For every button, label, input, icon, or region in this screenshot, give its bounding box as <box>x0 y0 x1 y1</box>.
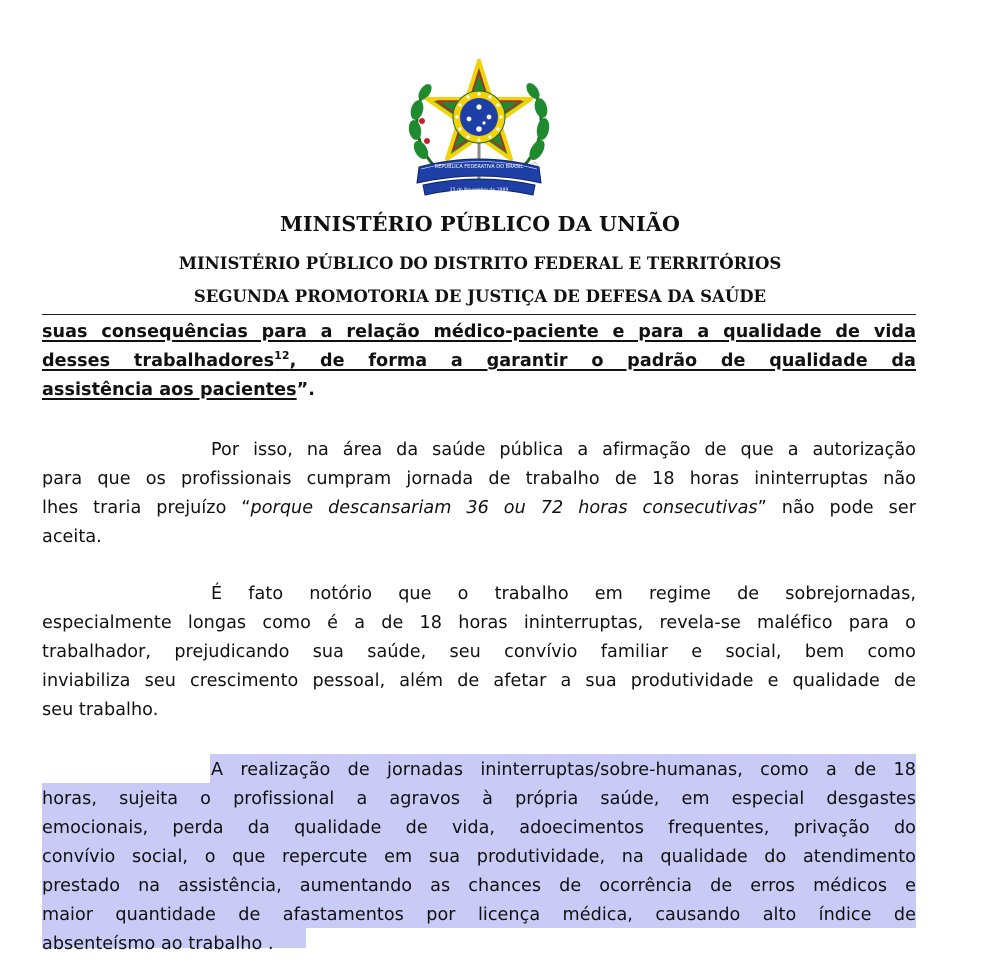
paragraph-line <box>42 814 916 843</box>
paragraph-line <box>42 318 916 347</box>
footnote-ref[interactable]: 12 <box>274 349 290 362</box>
paragraph-line <box>42 347 916 376</box>
text-run: , de forma a garantir o padrão de qualidade da <box>289 351 916 371</box>
header-line-2: MINISTÉRIO PÚBLICO DO DISTRITO FEDERAL E TERRITÓRIOS <box>178 254 782 273</box>
text-run: emocionais, perda da qualidade de vida, adoecimentos frequentes, privação do <box>42 818 916 838</box>
text-run: desses trabalhadores <box>42 351 275 371</box>
tobacco-branch-right <box>513 81 551 175</box>
text-run: horas, sujeita o profissional a agravos à própria saúde, em especial desgastes <box>42 789 916 809</box>
paragraph-line <box>42 465 916 494</box>
paragraph-line <box>42 436 916 465</box>
header-divider <box>42 314 916 315</box>
paragraph-line <box>42 376 916 405</box>
paragraph-line <box>42 872 916 901</box>
paragraph-continuation <box>42 318 916 405</box>
header-line-3: SEGUNDA PROMOTORIA DE JUSTIÇA DE DEFESA DA SAÚDE <box>193 287 767 306</box>
paragraph-1 <box>42 436 916 552</box>
text-run: seu trabalho. <box>42 700 159 720</box>
coat-of-arms-emblem <box>405 55 553 197</box>
text-run: A realização de jornadas ininterruptas/sobre-humanas, como a de 18 <box>211 760 916 780</box>
paragraph-line <box>42 756 916 785</box>
text-run: É fato notório que o trabalho em regime de sobrejornadas, <box>211 584 916 604</box>
coffee-branch-left <box>407 82 445 175</box>
ribbon-date-text: 15 de Novembro de 1889 <box>449 188 509 193</box>
text-run: lhes traria prejuízo “ <box>42 498 251 518</box>
text-run: trabalhador, prejudicando sua saúde, seu convívio familiar e social, bem como <box>42 642 916 662</box>
paragraph-line <box>42 930 916 959</box>
header-line-1: MINISTÉRIO PÚBLICO DA UNIÃO <box>279 212 681 236</box>
paragraph-line <box>42 494 916 523</box>
paragraph-line <box>42 523 916 552</box>
text-run: para que os profissionais cumpram jornada de trabalho de 18 horas ininterruptas não <box>42 469 916 489</box>
paragraph-2 <box>42 580 916 725</box>
text-run: prestado na assistência, aumentando as chances de ocorrência de erros médicos e <box>42 876 916 896</box>
text-run: absenteísmo ao trabalho . <box>42 934 274 954</box>
paragraph-line <box>42 785 916 814</box>
text-run: inviabiliza seu crescimento pessoal, além de afetar a sua produtividade e qualidade de <box>42 671 916 691</box>
text-run: Por isso, na área da saúde pública a afirmação de que a autorização <box>211 440 916 460</box>
text-run: ” não pode ser <box>757 498 916 518</box>
text-run: especialmente longas como é a de 18 horas ininterruptas, revela-se maléfico para o <box>42 613 916 633</box>
text-run: ”. <box>296 380 316 400</box>
paragraph-line <box>42 609 916 638</box>
text-run: porque descansariam 36 ou 72 horas consecutivas <box>250 498 758 518</box>
text-run: maior quantidade de afastamentos por licença médica, causando alto índice de <box>42 905 916 925</box>
text-run: suas consequências para a relação médico-paciente e para a qualidade de vida <box>42 322 916 342</box>
paragraph-line <box>42 901 916 930</box>
text-run: assistência aos pacientes <box>42 380 297 400</box>
paragraph-3-selected[interactable] <box>42 756 916 959</box>
paragraph-line <box>42 667 916 696</box>
paragraph-line <box>42 638 916 667</box>
text-run: aceita. <box>42 527 102 547</box>
paragraph-line <box>42 696 916 725</box>
paragraph-line <box>42 843 916 872</box>
text-run: convívio social, o que repercute em sua produtividade, na qualidade do atendimento <box>42 847 916 867</box>
paragraph-line <box>42 580 916 609</box>
ribbon-text: REPUBLICA FEDERATIVA DO BRASIL <box>434 164 524 170</box>
